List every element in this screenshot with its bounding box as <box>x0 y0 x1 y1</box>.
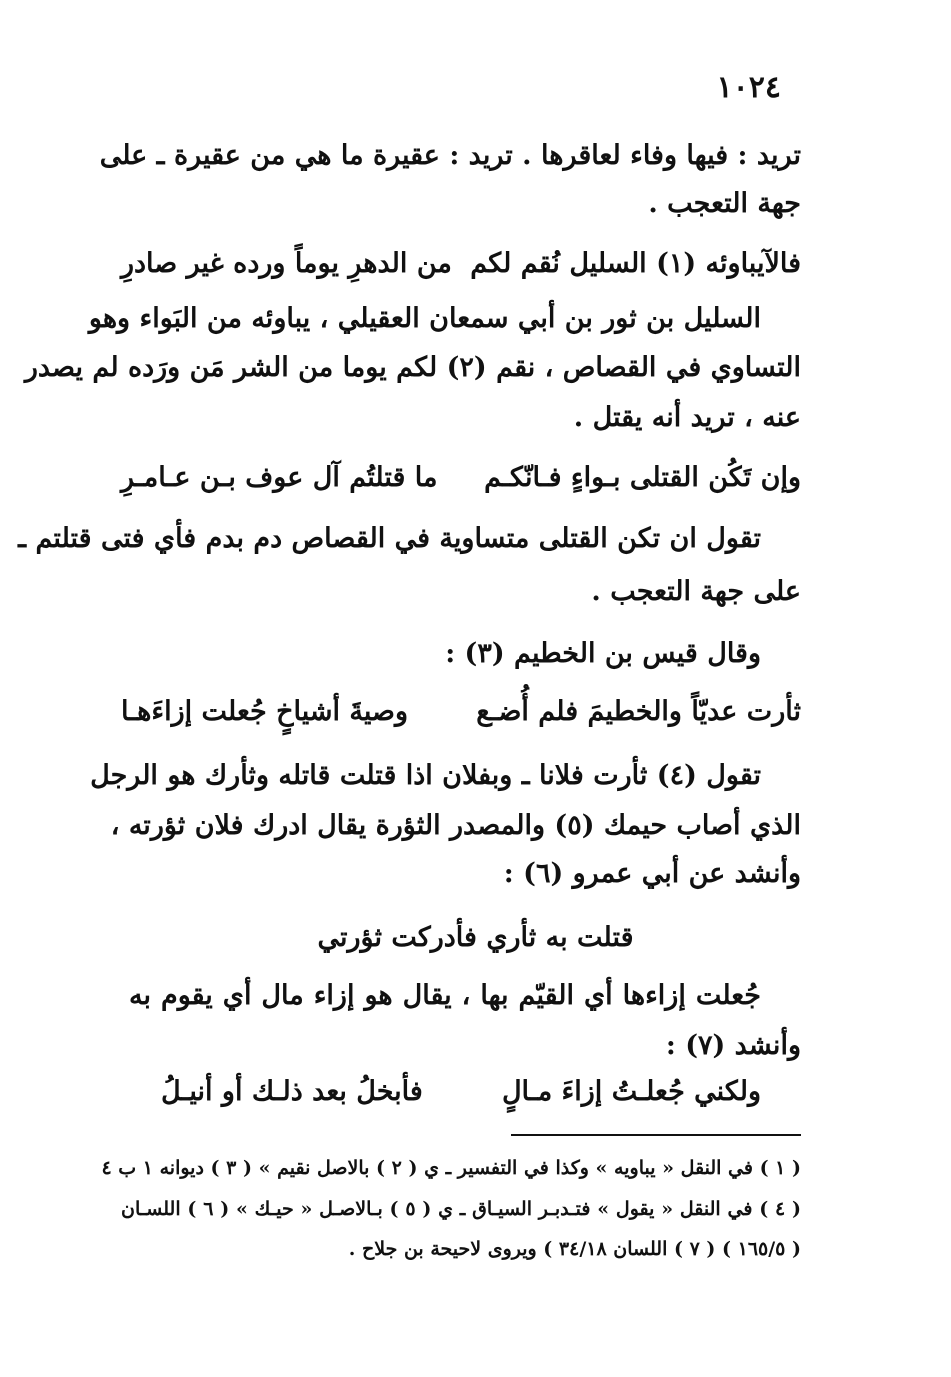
verse-first-hemistich: ولكني جُعلـتُ إزاءَ مـالٍ <box>501 1076 761 1107</box>
text-line: على جهة التعجب . <box>591 576 801 607</box>
text-line: جُعلت إزاءها أي القيّم بها ، يقال هو إزاء مال أي يقوم به <box>129 980 761 1011</box>
footnote-line: ( ١ ) في النقل « يباويه » وكذا في التفسير ـ ي ( ٢ ) بالاصل نقيم » ( ٣ ) ديوانه ١ ب ٤ <box>101 1157 801 1179</box>
text-line: وأنشد عن أبي عمرو (٦) : <box>503 858 801 889</box>
footnote-line: ( ٤ ) في النقل « يقول » فتـدبـر السيـاق ـ ي ( ٥ ) بـالاصـل « حيـك » ( ٦ ) اللسـان <box>121 1198 802 1220</box>
verse-second-hemistich: وصيةَ أشياخٍ جُعلت إزاءَهـا <box>121 696 408 727</box>
verse-first-hemistich: فالآيباوئه (١) السليل نُقم لكم <box>470 248 801 279</box>
verse-second-hemistich: ما قتلتُم آل عوف بـن عـامـرِ <box>121 462 438 493</box>
text-line: وأنشد (٧) : <box>665 1030 801 1061</box>
text-line: تقول (٤) ثأرت فلانا ـ وبفلان اذا قتلت قاتله وثأرك هو الرجل <box>90 760 761 791</box>
text-line: عنه ، تريد أنه يقتل . <box>573 402 801 433</box>
verse-line <box>121 248 801 279</box>
verse-line <box>121 696 801 727</box>
footnote-divider <box>511 1134 801 1136</box>
text-line: تريد : فيها وفاء لعاقرها . تريد : عقيرة ما هي من عقيرة ـ على <box>99 140 801 171</box>
verse-line <box>161 1076 761 1107</box>
text-line: السليل بن ثور بن أبي سمعان العقيلي ، يباوئه من البَواء وهو <box>88 303 761 334</box>
verse-first-hemistich: ثأرت عديّاً والخطيمَ فلم أُضـع <box>476 696 801 727</box>
text-line: وقال قيس بن الخطيم (٣) : <box>445 638 761 669</box>
verse-line <box>121 462 801 493</box>
text-line: جهة التعجب . <box>648 188 801 219</box>
verse-second-hemistich: فأبخلُ بعد ذلـك أو أنيـلُ <box>161 1076 423 1107</box>
verse-first-hemistich: وإن تَكُن القتلى بـواءٍ فـانّكـم <box>484 462 801 493</box>
verse-second-hemistich: من الدهرِ يوماً ورده غير صادرِ <box>121 248 452 279</box>
footnote-line: ( ١٦٥/٥ ) ( ٧ ) اللسان ٣٤/١٨ ) ويروى لاحيحة بن جلاح . <box>348 1238 801 1260</box>
page-number: ١٠٢٤ <box>716 70 781 105</box>
text-line: تقول ان تكن القتلى متساوية في القصاص دم بدم فأي فتى قتلتم ـ <box>18 523 761 554</box>
text-line: الذي أصاب حيمك (٥) والمصدر الثؤرة يقال ادرك فلان ثؤرته ، <box>110 810 801 841</box>
text-line: التساوي في القصاص ، نقم (٢) لكم يوما من الشر مَن ورَده لم يصدر <box>24 352 801 383</box>
verse-hemistich-centered: قتلت به ثأري فأدركت ثؤرتي <box>317 922 634 953</box>
